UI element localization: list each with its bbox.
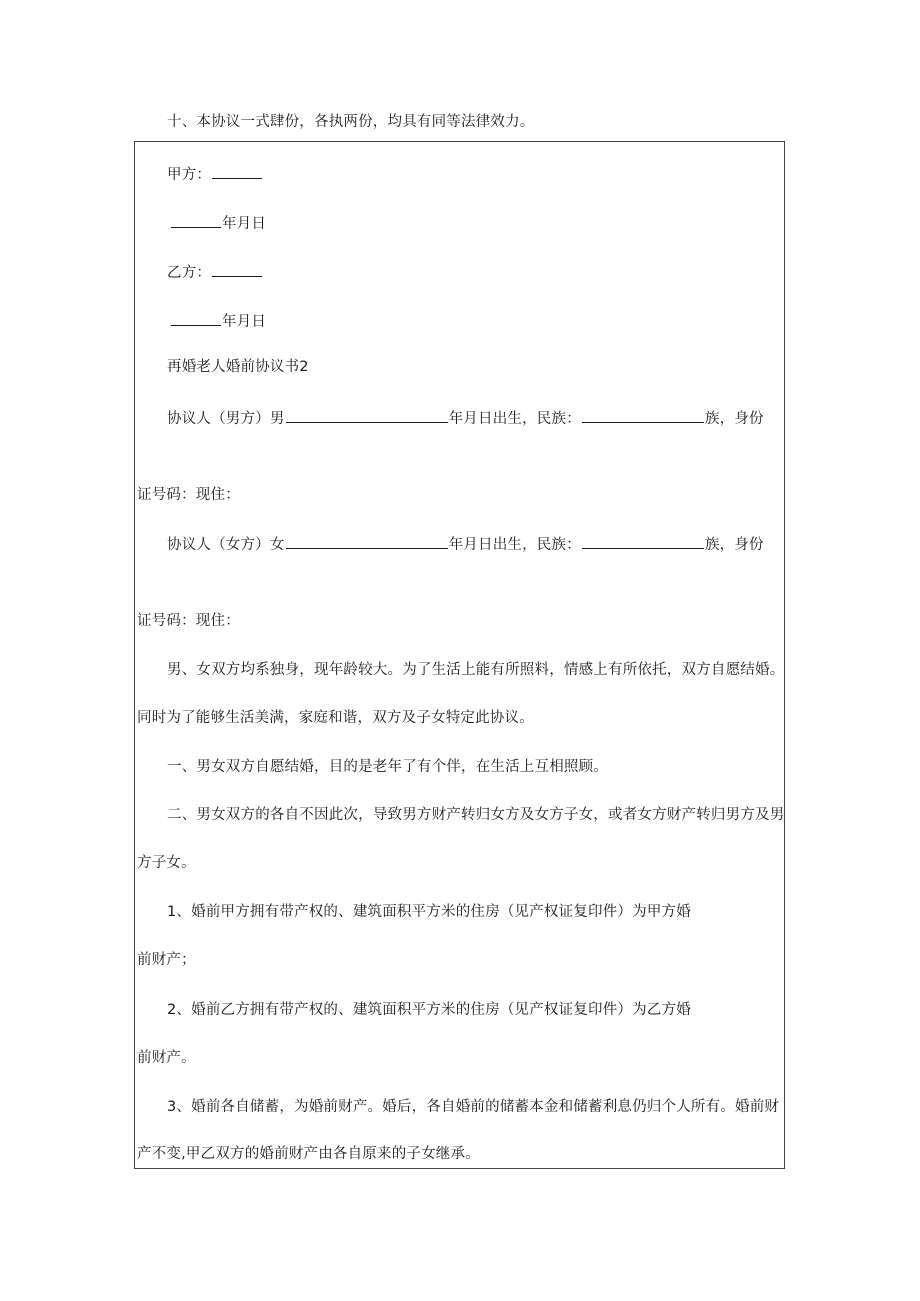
male-ethnic-blank bbox=[582, 408, 704, 423]
party-a-label: 甲方： bbox=[167, 167, 212, 183]
party-a-signature bbox=[167, 164, 263, 185]
female-birth: 年月日出生，民族： bbox=[448, 537, 581, 553]
item-two-line-1: 2、婚前乙方拥有带产权的、建筑面积平方米的住房（见产权证复印件）为乙方婚 bbox=[167, 1002, 691, 1018]
clause-one: 一、男女双方自愿结婚，目的是老年了有个伴，在生活上互相照顾。 bbox=[167, 759, 608, 775]
party-a-date-blank bbox=[171, 213, 221, 228]
male-party-line bbox=[167, 408, 764, 429]
intro-line-2: 同时为了能够生活美满，家庭和谐，双方及子女特定此协议。 bbox=[137, 710, 534, 726]
female-name-blank bbox=[286, 534, 448, 549]
party-a-blank bbox=[212, 164, 262, 179]
clause-two-line-2: 方子女。 bbox=[137, 855, 196, 871]
female-ethnic-blank bbox=[582, 534, 704, 549]
item-one-line-2: 前财产； bbox=[137, 952, 196, 968]
party-a-date-line bbox=[170, 213, 266, 234]
item-one-line-1: 1、婚前甲方拥有带产权的、建筑面积平方米的住房（见产权证复印件）为甲方婚 bbox=[167, 904, 691, 920]
item-three-line-1: 3、婚前各自储蓄，为婚前财产。婚后，各自婚前的储蓄本金和储蓄利息仍归个人所有。婚前财 bbox=[167, 1099, 780, 1115]
male-party-id: 证号码：现住： bbox=[137, 487, 240, 503]
male-name-blank bbox=[286, 408, 448, 423]
party-b-label: 乙方： bbox=[167, 265, 212, 281]
item-two-line-2: 前财产。 bbox=[137, 1050, 196, 1066]
party-b-date: 年月日 bbox=[222, 314, 267, 330]
clause-two-line-1: 二、男女双方的各自不因此次，导致男方财产转归女方及女方子女，或者女方财产转归男方及男 bbox=[167, 807, 785, 823]
female-party-line bbox=[167, 534, 764, 555]
party-a-date: 年月日 bbox=[222, 216, 267, 232]
male-ethnic: 族，身份 bbox=[704, 411, 764, 427]
female-prefix: 协议人（女方）女 bbox=[167, 537, 285, 553]
intro-line-1: 男、女双方均系独身，现年龄较大。为了生活上能有所照料，情感上有所依托，双方自愿结婚。 bbox=[167, 662, 785, 678]
party-b-blank bbox=[212, 262, 262, 277]
party-b-signature bbox=[167, 262, 263, 283]
item-three-line-2: 产不变,甲乙双方的婚前财产由各自原来的子女继承。 bbox=[137, 1146, 480, 1162]
party-b-date-blank bbox=[171, 311, 221, 326]
document-title: 再婚老人婚前协议书2 bbox=[167, 359, 309, 375]
male-prefix: 协议人（男方）男 bbox=[167, 411, 285, 427]
female-ethnic: 族，身份 bbox=[704, 537, 764, 553]
party-b-date-line bbox=[170, 311, 266, 332]
female-party-id: 证号码：现住： bbox=[137, 613, 240, 629]
clause-ten: 十、本协议一式肆份，各执两份，均具有同等法律效力。 bbox=[167, 114, 535, 130]
male-birth: 年月日出生，民族： bbox=[448, 411, 581, 427]
